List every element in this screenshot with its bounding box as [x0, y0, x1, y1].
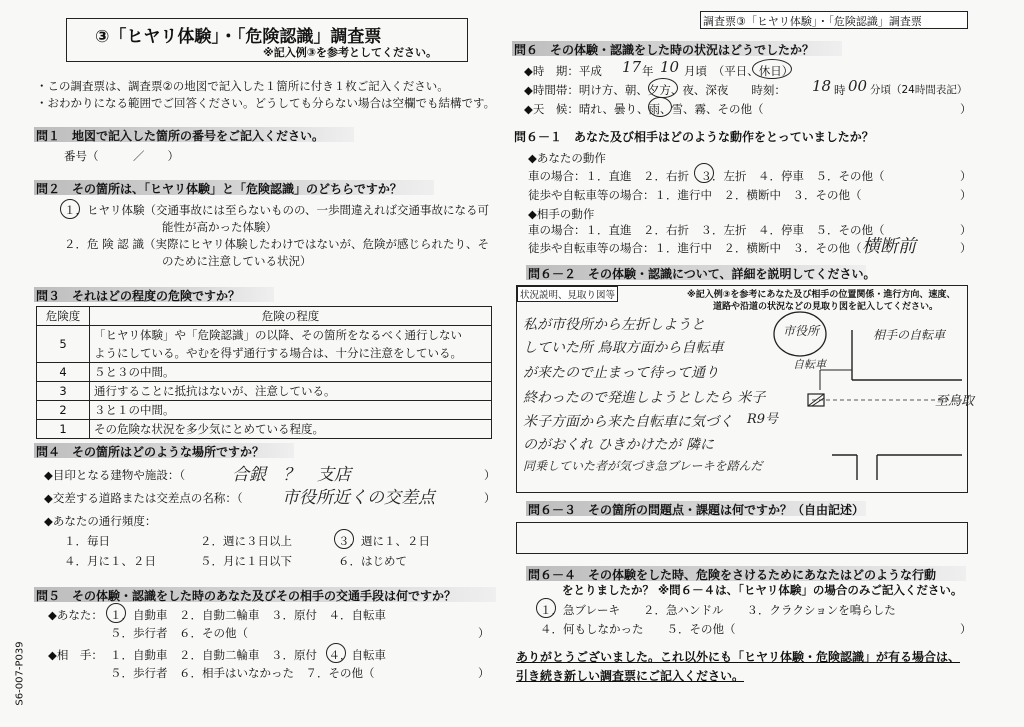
level-4-desc: ５と３の中間。	[90, 363, 492, 382]
side-code: S6-007-P039	[14, 641, 26, 706]
q4-title: 問４ その箇所はどのような場所ですか？	[36, 445, 265, 459]
q4-landmark-close: ）	[484, 468, 496, 482]
q3-title: 問３ それはどの程度の危険ですか？	[36, 289, 241, 303]
q5-you-options-2[interactable]: ５．歩行者 ６．その他（	[110, 626, 248, 640]
right-tag: 調査票③「ヒヤリ体験」・「危険認識」調査票	[700, 11, 968, 29]
q6-1-title: 問６－１ あなた及び相手はどのような動作をとっていましたか？	[514, 130, 874, 144]
story-line-7: 同乗していた者が気づき急ブレーキを踏んだ	[523, 459, 763, 473]
level-5[interactable]: 5	[37, 326, 90, 363]
freq-opt-2[interactable]: ２．週に３日以上	[200, 534, 292, 548]
map-route: R9号	[747, 412, 779, 427]
story-line-5: 米子方面から来た自転車に気づく	[523, 414, 733, 430]
q6-weather-close: ）	[960, 102, 972, 116]
q6-minute-suffix: 分頃（24時間表記）	[870, 84, 968, 96]
level-3[interactable]: 3	[37, 382, 90, 401]
q4-road-value[interactable]: 市役所近くの交差点	[282, 488, 435, 508]
q5-other-options-2[interactable]: ５．歩行者 ６．相手はいなかった ７．その他（	[110, 666, 375, 680]
q6-hour-suffix: 時	[834, 83, 846, 97]
q6-4-title-2: をとりましたか？ ※問６－４は、「ヒヤリ体験」の場合のみご記入ください。	[562, 583, 963, 597]
q6-3-title: 問６－３ その箇所の問題点・課題は何ですか？（自由記述）	[528, 503, 865, 517]
table-header-level: 危険度	[37, 307, 90, 326]
story-line-6: のがおくれ ひきかけたが 隣に	[523, 437, 714, 453]
q6-1-walk-other-close: ）	[960, 241, 972, 255]
q6-slot-label: ◆時間帯：明け方、朝、夕方、夜、深夜 時刻：	[524, 83, 786, 97]
q2-option-1[interactable]: １．ヒヤリ体験（交通事故には至らないものの、一歩間違えれば交通事故になる可	[64, 203, 490, 217]
q6-4-close: ）	[960, 622, 972, 636]
level-5-desc-b: ようにしている。やむを得ず通行する場合は、十分に注意をしている。	[90, 344, 492, 363]
level-3-desc: 通行することに抵抗はないが、注意している。	[90, 382, 492, 401]
level-2[interactable]: 2	[37, 401, 90, 420]
q4-road-close: ）	[484, 491, 496, 505]
q6-4-title: 問６－４ その体験をした時、危険をさけるためにあなたはどのような行動	[528, 568, 937, 582]
freq-opt-1[interactable]: １．毎日	[64, 534, 110, 548]
form-title: ③「ヒヤリ体験」・「危険認識」調査票	[95, 27, 382, 47]
intro-line-2: ・おわかりになる範囲でご回答ください。どうしても分らない場合は空欄でも結構です。	[36, 96, 496, 110]
q6-1-walk-other[interactable]: 徒歩や自転車等の場合：１．進行中 ２．横断中 ３．その他（	[528, 241, 862, 255]
q6-year-suffix: 年	[642, 64, 654, 78]
story-line-2: していた所 鳥取方面から自転車	[523, 340, 724, 356]
map-bike: 自転車	[793, 358, 826, 371]
freq-opt-3[interactable]: ３．週に１、２日	[338, 534, 430, 548]
level-1-desc: その危険な状況を多少気にとめている程度。	[90, 420, 492, 439]
q6-1-car-you-close: ）	[960, 169, 972, 183]
map-city-hall: 市役所	[783, 324, 820, 338]
q4-freq-label: ◆あなたの通行頻度：	[44, 514, 157, 528]
story-line-4: 終わったので発進しようとしたら 米子	[523, 390, 766, 406]
map-direction: 至鳥取	[935, 394, 975, 409]
q6-1-car-other-close: ）	[960, 223, 972, 237]
level-4[interactable]: 4	[37, 363, 90, 382]
q6-month-suffix: 月頃 （平日、休日）	[684, 64, 794, 78]
table-header-desc: 危険の程度	[90, 307, 492, 326]
q6-2-title: 問６－２ その体験・認識について、詳細を説明してください。	[528, 267, 876, 281]
q6-1-other: ◆相手の動作	[528, 207, 595, 221]
q6-1-you: ◆あなたの動作	[528, 151, 606, 165]
level-2-desc: ３と１の中間。	[90, 401, 492, 420]
q1-title: 問１ 地図で記入した箇所の番号をご記入ください。	[36, 129, 325, 143]
intro-line-1: ・この調査票は、調査票②の地図で記入した１箇所に付き１枚ご記入ください。	[36, 79, 449, 93]
q4-road-label: ◆交差する道路または交差点の名称：（	[44, 491, 243, 505]
q6-time-label: ◆時 期：平成	[524, 64, 602, 78]
footer-line-1: ありがとうございました。これ以外にも「ヒヤリ体験・危険認識」が有る場合は、	[516, 650, 961, 664]
timeslot-circle	[648, 78, 678, 98]
q6-minute[interactable]: 00	[848, 77, 868, 95]
q2-title: 問２ その箇所は、「ヒヤリ体験」と「危険認識」のどちらですか？	[36, 182, 402, 196]
q6-1-walk-other-value[interactable]: 横断前	[862, 236, 916, 257]
weather-circle	[648, 97, 672, 117]
q5-you-label: ◆あなた：	[48, 608, 103, 622]
level-1[interactable]: 1	[37, 420, 90, 439]
q6-hour[interactable]: 18	[812, 77, 832, 95]
q2-option-2[interactable]: ２．危 険 認 識（実際にヒヤリ体験したわけではないが、危険が感じられたり、そ	[64, 237, 489, 251]
q4-landmark-label: ◆目印となる建物や施設：（	[44, 468, 186, 482]
weekday-circle	[752, 59, 792, 79]
you-left-turn-circle	[694, 163, 714, 183]
q6-4-options-1[interactable]: １．急ブレーキ ２．急ハンドル ３．クラクションを鳴らした	[540, 603, 896, 617]
q6-1-walk-you[interactable]: 徒歩や自転車等の場合：１．進行中 ２．横断中 ３．その他（	[528, 188, 862, 202]
q6-2-note-2: 道路や沿道の状況などの見取り図を記入してください。	[713, 302, 939, 312]
q6-title: 問６ その体験・認識をした時の状況はどうでしたか？	[514, 43, 815, 57]
q5-title: 問５ その体験・認識をした時のあなた及びその相手の交通手段は何ですか？	[36, 589, 457, 603]
q6-1-car-other[interactable]: 車の場合：１．直進 ２．右折 ３．左折 ４．停車 ５．その他（	[528, 223, 885, 237]
q5-other-close: ）	[478, 666, 490, 680]
q6-2-detail-box[interactable]	[516, 285, 975, 493]
q5-you-options[interactable]: １．自動車 ２．自動二輪車 ３．原付 ４．自転車	[110, 608, 386, 622]
title-box	[66, 18, 468, 62]
danger-level-table	[36, 306, 492, 439]
q5-other-options[interactable]: １．自動車 ２．自動二輪車 ３．原付 ４．自転車	[110, 648, 386, 662]
q4-landmark-value[interactable]: 合銀 ？ 支店	[232, 465, 351, 485]
q6-weather: ◆天 候：晴れ、曇り、雨、雪、霧、その他（	[524, 102, 764, 116]
freq-opt-6[interactable]: ６．はじめて	[338, 554, 407, 568]
footer-line-2: 引き続き新しい調査票にご記入ください。	[516, 669, 745, 683]
map-other-bike: 相手の自転車	[873, 328, 946, 342]
q6-2-box-label: 状況説明、見取り図等	[517, 286, 618, 302]
q1-number-field[interactable]: 番号（ ／ ）	[64, 149, 179, 163]
q5-other-label: ◆相 手：	[48, 648, 103, 662]
freq-opt-4[interactable]: ４．月に１、２日	[64, 554, 156, 568]
q6-4-options-2[interactable]: ４．何もしなかった ５．その他（	[540, 622, 736, 636]
q6-3-answer-box[interactable]	[516, 522, 968, 554]
q6-month[interactable]: 10	[660, 58, 680, 76]
freq-opt-5[interactable]: ５．月に１日以下	[200, 554, 292, 568]
q5-you-close: ）	[478, 626, 490, 640]
q6-1-walk-you-close: ）	[960, 188, 972, 202]
story-line-3: が来たので止まって待って通り	[523, 365, 719, 381]
q6-era-year[interactable]: 17	[622, 58, 642, 76]
form-subtitle: ※記入例③を参考としてください。	[263, 46, 438, 59]
level-5-desc-a: 「ヒヤリ体験」や「危険認識」の以降、その箇所をなるべく通行しない	[90, 326, 492, 345]
story-line-1: 私が市役所から左折しようと	[523, 317, 705, 333]
q2-option-2b: のために注意している状況）	[162, 254, 312, 268]
q6-2-note-1: ※記入例③を参考にあなた及び相手の位置関係・進行方向、速度、	[687, 290, 956, 300]
q2-option-1b: 能性が高かった体験）	[162, 220, 277, 234]
q6-1-car-you[interactable]: 車の場合：１．直進 ２．右折 ３．左折 ４．停車 ５．その他（	[528, 169, 885, 183]
